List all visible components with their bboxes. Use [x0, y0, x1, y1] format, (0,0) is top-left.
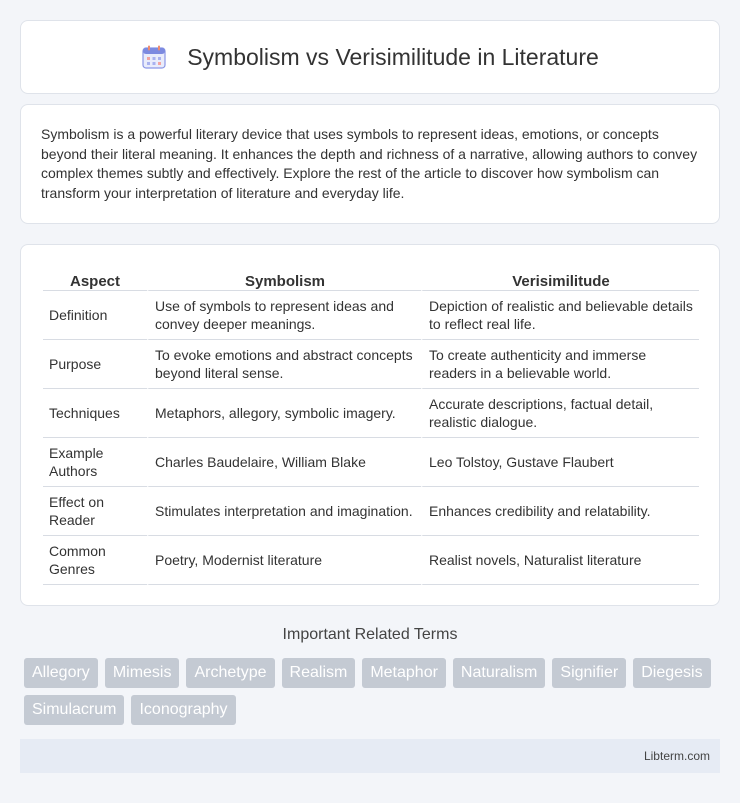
table-row: [43, 291, 699, 340]
comparison-card: [20, 244, 720, 606]
tag-allegory[interactable]: Allegory: [24, 658, 98, 688]
page-title: Symbolism vs Verisimilitude in Literature: [187, 43, 599, 70]
table-header-row: [43, 265, 699, 291]
table-cell: Example Authors: [43, 438, 147, 487]
footer-site-link[interactable]: Libterm.com: [643, 749, 710, 763]
table-row: [43, 438, 699, 487]
header-card: [20, 20, 720, 94]
footer: [20, 739, 720, 773]
table-cell: Use of symbols to represent ideas and convey deeper meanings.: [147, 291, 421, 340]
table-cell: Realist novels, Naturalist literature: [421, 536, 699, 585]
tag-simulacrum[interactable]: Simulacrum: [24, 695, 124, 725]
table-cell: Charles Baudelaire, William Blake: [147, 438, 421, 487]
column-header-aspect: Aspect: [43, 265, 147, 291]
tag-naturalism[interactable]: Naturalism: [453, 658, 545, 688]
table-cell: Enhances credibility and relatability.: [421, 487, 699, 536]
tag-signifier[interactable]: Signifier: [552, 658, 626, 688]
table-cell: To evoke emotions and abstract concepts beyond literal sense.: [147, 340, 421, 389]
table-cell: Depiction of realistic and believable details to reflect real life.: [421, 291, 699, 340]
intro-paragraph: Symbolism is a powerful literary device that uses symbols to represent ideas, emotions, or concepts beyond their literal meaning. It enhances the depth and richness of a narrative, allowing authors to convey complex themes subtly and effectively. Explore the rest of the article to discover how symbolism can transform your interpretation of literature and everyday life.: [41, 126, 698, 201]
table-cell: To create authenticity and immerse readers in a believable world.: [421, 340, 699, 389]
tag-iconography[interactable]: Iconography: [131, 695, 235, 725]
table-cell: Leo Tolstoy, Gustave Flaubert: [421, 438, 699, 487]
table-cell: Purpose: [43, 340, 147, 389]
table-row: [43, 389, 699, 438]
table-cell: Accurate descriptions, factual detail, realistic dialogue.: [421, 389, 699, 438]
tag-mimesis[interactable]: Mimesis: [105, 658, 180, 688]
comparison-table: [43, 265, 699, 585]
table-cell: Metaphors, allegory, symbolic imagery.: [147, 389, 421, 438]
related-terms-heading: Important Related Terms: [282, 626, 458, 643]
table-cell: Techniques: [43, 389, 147, 438]
table-cell: Definition: [43, 291, 147, 340]
table-cell: Poetry, Modernist literature: [147, 536, 421, 585]
related-terms-list: [24, 658, 724, 732]
table-row: [43, 487, 699, 536]
tag-metaphor[interactable]: Metaphor: [362, 658, 446, 688]
tag-realism[interactable]: Realism: [282, 658, 356, 688]
column-header-symbolism: Symbolism: [147, 265, 421, 291]
tag-archetype[interactable]: Archetype: [186, 658, 274, 688]
table-cell: Effect on Reader: [43, 487, 147, 536]
table-cell: Common Genres: [43, 536, 147, 585]
table-row: [43, 536, 699, 585]
column-header-verisimilitude: Verisimilitude: [421, 265, 699, 291]
table-row: [43, 340, 699, 389]
tag-diegesis[interactable]: Diegesis: [633, 658, 710, 688]
calendar-icon: [141, 44, 167, 70]
table-cell: Stimulates interpretation and imagination.: [147, 487, 421, 536]
intro-card: [20, 104, 720, 224]
